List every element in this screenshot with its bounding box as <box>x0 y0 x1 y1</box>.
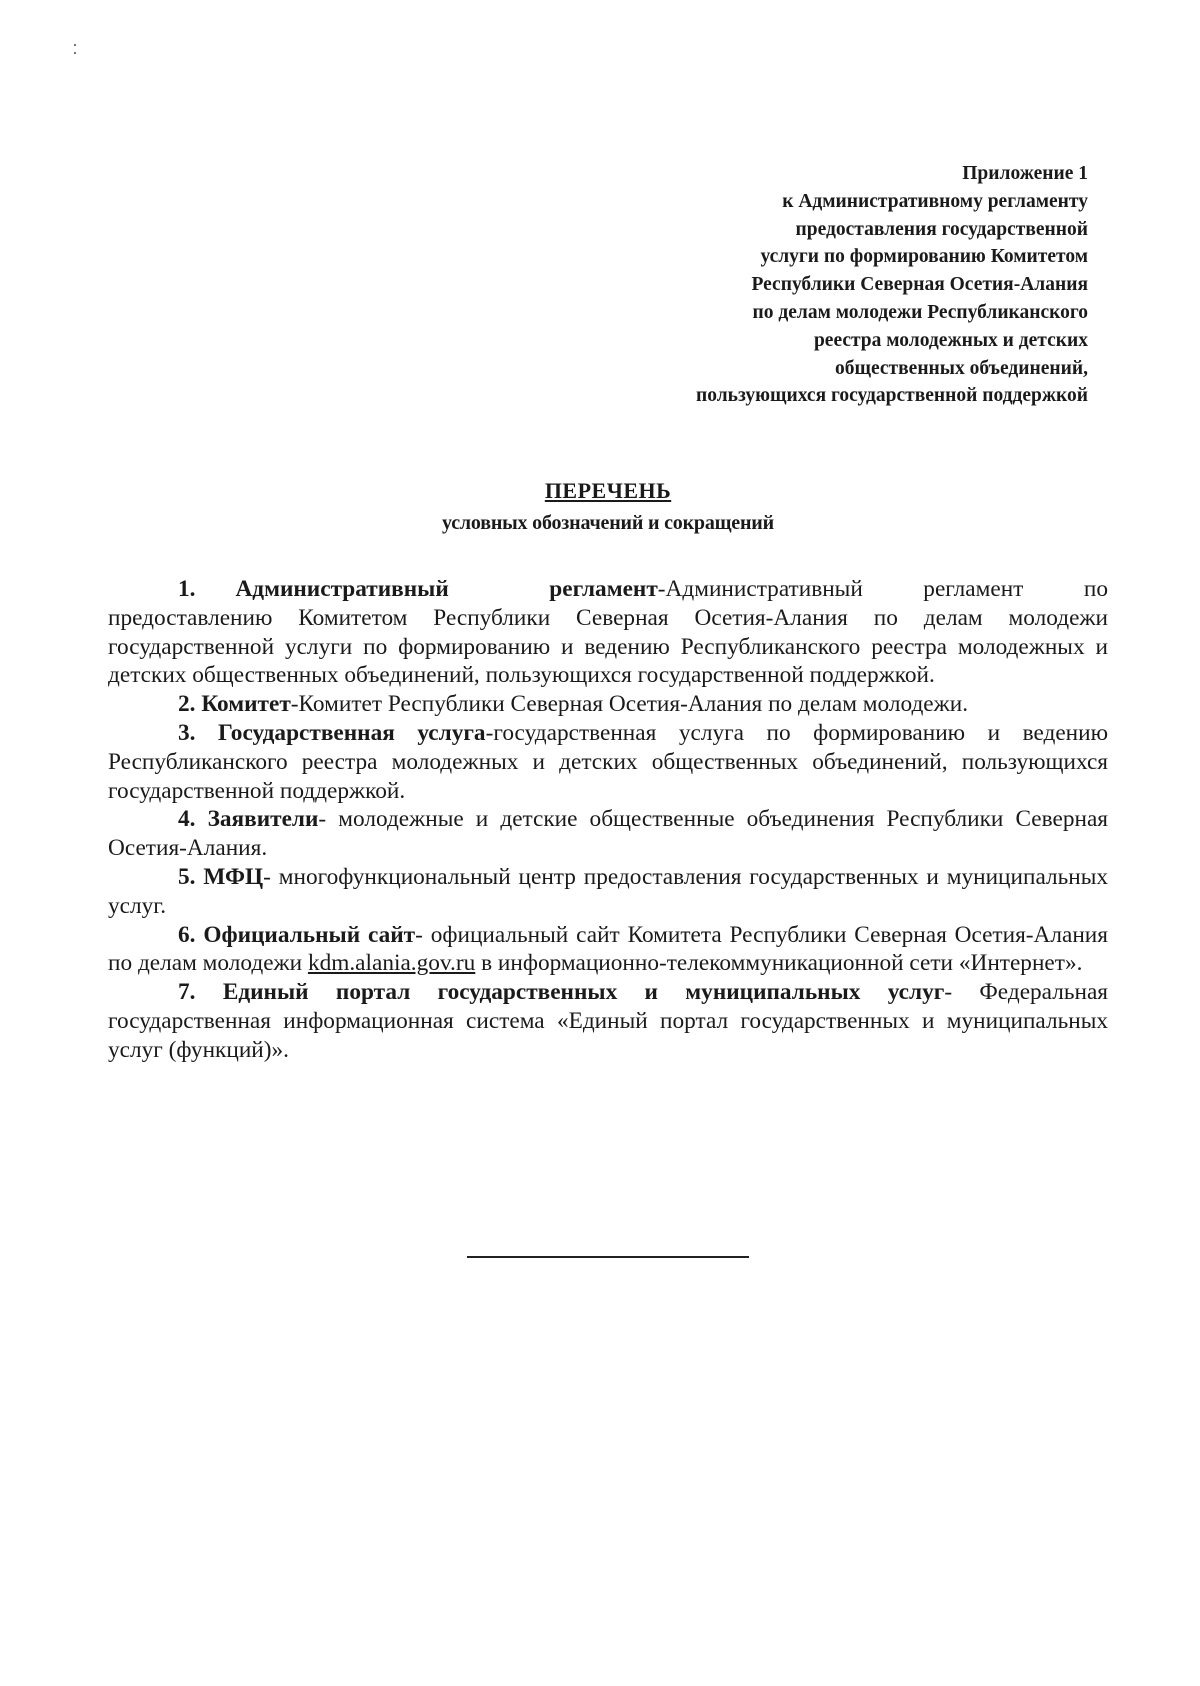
item-term: Единый портал государственных и муниципальных услуг <box>222 979 945 1006</box>
end-divider <box>467 1256 749 1258</box>
item-term: Комитет <box>201 691 291 718</box>
appendix-line: услуги по формированию Комитетом <box>760 246 1088 268</box>
appendix-line: по делам молодежи Республиканского <box>752 301 1088 323</box>
definition-item <box>108 719 1108 805</box>
item-definition: - Федеральная государственная информационная система «Единый портал государственных и муниципальных услуг (функций)». <box>108 979 1109 1063</box>
item-definition: - молодежные и детские общественные объединения Республики Северная Осетия-Алания. <box>108 806 1109 862</box>
item-definition: - официальный сайт Комитета Республики Северная Осетия-Алания по делам молодежи <box>108 921 1108 977</box>
item-number: 2. <box>178 691 196 718</box>
document-subtitle: условных обозначений и сокращений <box>442 512 774 534</box>
appendix-line: общественных объединений, <box>835 357 1088 379</box>
scan-marks <box>73 40 79 68</box>
appendix-line: реестра молодежных и детских <box>813 329 1088 351</box>
appendix-line: Республики Северная Осетия-Алания <box>751 274 1088 296</box>
appendix-line: Приложение 1 <box>962 163 1088 184</box>
item-number: 1. <box>178 576 196 602</box>
item-definition: - многофункциональный центр предоставления государственных и муниципальных услуг. <box>108 863 1109 919</box>
item-definition: -Административный регламент по предоставлению Комитетом Республики Северная Осетия-Алания по делам молодежи государственной услуги по формированию и ведению Республиканского реестра молодежных и детских общественных объединений, пользующихся государственной поддержкой. <box>108 576 1108 689</box>
item-number: 4. <box>178 806 196 833</box>
item-definition: -государственная услуга по формированию и ведению Республиканского реестра молодежных и детских общественных объединений, пользующихся государственной поддержкой. <box>108 719 1109 804</box>
item-term: Государственная услуга <box>218 719 486 746</box>
definition-item <box>108 978 1108 1064</box>
definition-item <box>108 863 1108 921</box>
appendix-header <box>568 160 1088 410</box>
appendix-line: к Административному регламенту <box>782 190 1088 212</box>
item-number: 3. <box>178 719 196 746</box>
item-number: 7. <box>178 979 196 1006</box>
definition-item <box>108 921 1108 979</box>
item-definition: -Комитет Республики Северная Осетия-Алания по делам молодежи. <box>290 691 969 718</box>
appendix-line: предоставления государственной <box>795 218 1088 240</box>
appendix-line: пользующихся государственной поддержкой <box>695 385 1088 407</box>
item-term: Заявители <box>207 806 319 833</box>
definitions-list <box>108 575 1108 1065</box>
definition-item <box>108 575 1108 690</box>
item-term: МФЦ <box>203 863 264 890</box>
title-block <box>108 476 1108 538</box>
item-number: 5. <box>178 863 196 890</box>
item-definition-cont: в информационно-телекоммуникационной сети «Интернет». <box>475 950 1083 977</box>
item-term: Административный регламент <box>235 576 658 602</box>
definition-item <box>108 805 1108 863</box>
definition-item <box>108 690 1108 719</box>
official-site-link[interactable]: kdm.alania.gov.ru <box>307 950 476 977</box>
item-term: Официальный сайт <box>203 921 416 948</box>
item-number: 6. <box>178 921 196 948</box>
document-title: ПЕРЕЧЕНЬ <box>544 478 672 503</box>
